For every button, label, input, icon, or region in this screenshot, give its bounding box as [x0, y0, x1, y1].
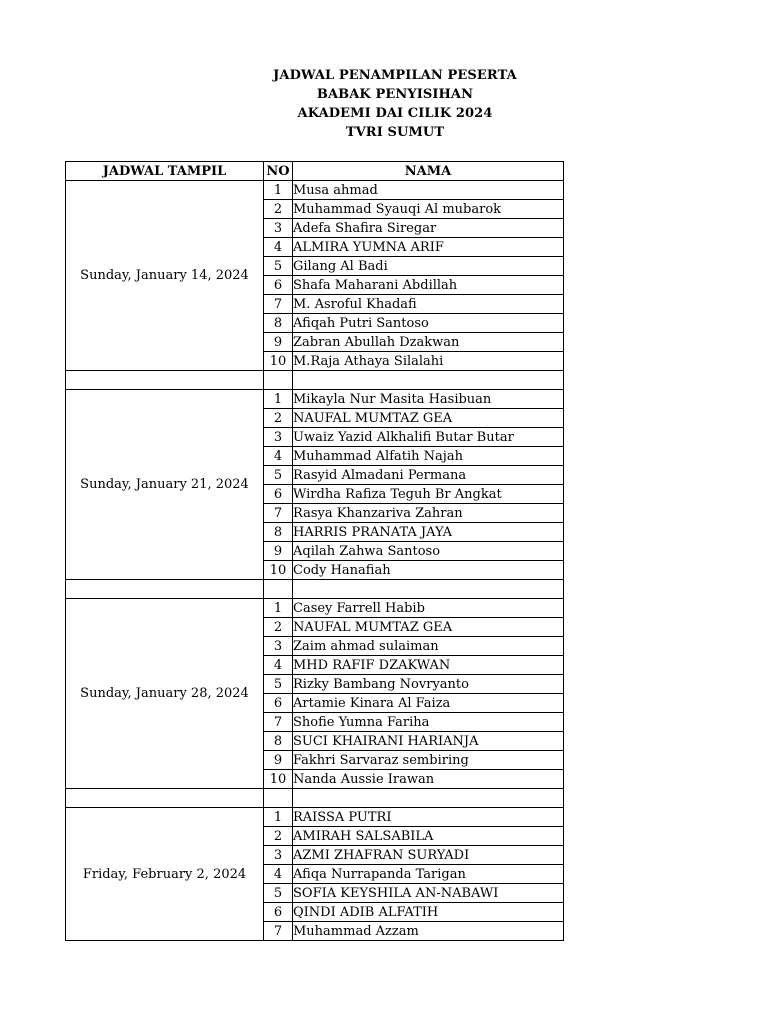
participant-number-cell: 5	[264, 675, 293, 694]
participant-name-cell: Wirdha Rafiza Teguh Br Angkat	[293, 485, 564, 504]
participant-name-cell: Zaim ahmad sulaiman	[293, 637, 564, 656]
participant-name-cell: RAISSA PUTRI	[293, 808, 564, 827]
participant-number-cell: 8	[264, 314, 293, 333]
participant-number-cell: 2	[264, 827, 293, 846]
participant-number-cell: 2	[264, 618, 293, 637]
participant-name-cell: MHD RAFIF DZAKWAN	[293, 656, 564, 675]
participant-number-cell: 3	[264, 428, 293, 447]
document-title: JADWAL PENAMPILAN PESERTA	[273, 68, 517, 83]
participant-number-cell: 2	[264, 200, 293, 219]
participant-name-cell: SUCI KHAIRANI HARIANJA	[293, 732, 564, 751]
participant-number-cell: 6	[264, 903, 293, 922]
participant-name-cell: NAUFAL MUMTAZ GEA	[293, 618, 564, 637]
participant-name-cell: Afiqah Putri Santoso	[293, 314, 564, 333]
document-subtitle-round: BABAK PENYISIHAN	[316, 87, 474, 102]
empty-cell	[293, 371, 564, 390]
schedule-table	[65, 161, 564, 941]
schedule-date-cell: Sunday, January 21, 2024	[66, 390, 264, 580]
participant-number-cell: 6	[264, 276, 293, 295]
schedule-table-body	[66, 181, 564, 941]
participant-number-cell: 3	[264, 846, 293, 865]
participant-number-cell: 7	[264, 504, 293, 523]
schedule-date-cell: Sunday, January 28, 2024	[66, 599, 264, 789]
participant-name-cell: Nanda Aussie Irawan	[293, 770, 564, 789]
participant-number-cell: 8	[264, 732, 293, 751]
empty-cell	[293, 789, 564, 808]
column-header-schedule: JADWAL TAMPIL	[66, 162, 264, 181]
empty-cell	[293, 580, 564, 599]
participant-number-cell: 5	[264, 466, 293, 485]
participant-name-cell: Shofie Yumna Fariha	[293, 713, 564, 732]
participant-name-cell: QINDI ADIB ALFATIH	[293, 903, 564, 922]
participant-name-cell: Gilang Al Badi	[293, 257, 564, 276]
participant-number-cell: 9	[264, 751, 293, 770]
participant-name-cell: Mikayla Nur Masita Hasibuan	[293, 390, 564, 409]
empty-cell	[66, 580, 264, 599]
participant-number-cell: 1	[264, 390, 293, 409]
participant-name-cell: Rasyid Almadani Permana	[293, 466, 564, 485]
participant-number-cell: 2	[264, 409, 293, 428]
table-spacer-row	[66, 789, 564, 808]
participant-name-cell: Uwaiz Yazid Alkhalifi Butar Butar	[293, 428, 564, 447]
participant-number-cell: 10	[264, 352, 293, 371]
participant-number-cell: 5	[264, 884, 293, 903]
table-row	[66, 181, 564, 200]
participant-name-cell: Casey Farrell Habib	[293, 599, 564, 618]
participant-number-cell: 7	[264, 713, 293, 732]
participant-number-cell: 6	[264, 485, 293, 504]
participant-name-cell: AZMI ZHAFRAN SURYADI	[293, 846, 564, 865]
table-spacer-row	[66, 371, 564, 390]
participant-number-cell: 4	[264, 238, 293, 257]
participant-number-cell: 5	[264, 257, 293, 276]
participant-name-cell: Adefa Shafira Siregar	[293, 219, 564, 238]
participant-name-cell: Shafa Maharani Abdillah	[293, 276, 564, 295]
column-header-name: NAMA	[293, 162, 564, 181]
participant-name-cell: Rasya Khanzariva Zahran	[293, 504, 564, 523]
empty-cell	[66, 789, 264, 808]
participant-number-cell: 6	[264, 694, 293, 713]
participant-number-cell: 4	[264, 865, 293, 884]
document-subtitle-event: AKADEMI DAI CILIK 2024	[297, 106, 493, 121]
participant-name-cell: Fakhri Sarvaraz sembiring	[293, 751, 564, 770]
participant-number-cell: 1	[264, 181, 293, 200]
empty-cell	[264, 789, 293, 808]
participant-name-cell: M.Raja Athaya Silalahi	[293, 352, 564, 371]
document-subtitle-broadcaster: TVRI SUMUT	[345, 125, 445, 140]
empty-cell	[66, 371, 264, 390]
participant-name-cell: Afiqa Nurrapanda Tarigan	[293, 865, 564, 884]
participant-number-cell: 4	[264, 447, 293, 466]
table-row	[66, 808, 564, 827]
participant-number-cell: 8	[264, 523, 293, 542]
participant-number-cell: 3	[264, 219, 293, 238]
participant-name-cell: AMIRAH SALSABILA	[293, 827, 564, 846]
participant-number-cell: 7	[264, 295, 293, 314]
page-cutoff	[0, 946, 768, 1024]
participant-number-cell: 10	[264, 770, 293, 789]
participant-name-cell: Aqilah Zahwa Santoso	[293, 542, 564, 561]
empty-cell	[264, 580, 293, 599]
participant-name-cell: NAUFAL MUMTAZ GEA	[293, 409, 564, 428]
participant-name-cell: SOFIA KEYSHILA AN-NABAWI	[293, 884, 564, 903]
participant-name-cell: Muhammad Alfatih Najah	[293, 447, 564, 466]
participant-name-cell: Zabran Abullah Dzakwan	[293, 333, 564, 352]
participant-name-cell: Musa ahmad	[293, 181, 564, 200]
participant-number-cell: 7	[264, 922, 293, 941]
participant-number-cell: 3	[264, 637, 293, 656]
participant-number-cell: 1	[264, 808, 293, 827]
participant-number-cell: 9	[264, 542, 293, 561]
participant-name-cell: Cody Hanafiah	[293, 561, 564, 580]
participant-name-cell: Muhammad Syauqi Al mubarok	[293, 200, 564, 219]
participant-number-cell: 4	[264, 656, 293, 675]
column-header-no: NO	[264, 162, 293, 181]
table-header-row	[66, 162, 564, 181]
schedule-date-cell: Sunday, January 14, 2024	[66, 181, 264, 371]
participant-number-cell: 9	[264, 333, 293, 352]
participant-number-cell: 10	[264, 561, 293, 580]
participant-name-cell: ALMIRA YUMNA ARIF	[293, 238, 564, 257]
table-row	[66, 599, 564, 618]
participant-name-cell: HARRIS PRANATA JAYA	[293, 523, 564, 542]
document-title-block	[0, 66, 768, 142]
participant-number-cell: 1	[264, 599, 293, 618]
participant-name-cell: Muhammad Azzam	[293, 922, 564, 941]
empty-cell	[264, 371, 293, 390]
participant-name-cell: Artamie Kinara Al Faiza	[293, 694, 564, 713]
participant-name-cell: M. Asroful Khadafi	[293, 295, 564, 314]
table-spacer-row	[66, 580, 564, 599]
participant-name-cell: Rizky Bambang Novryanto	[293, 675, 564, 694]
schedule-date-cell: Friday, February 2, 2024	[66, 808, 264, 941]
table-row	[66, 390, 564, 409]
